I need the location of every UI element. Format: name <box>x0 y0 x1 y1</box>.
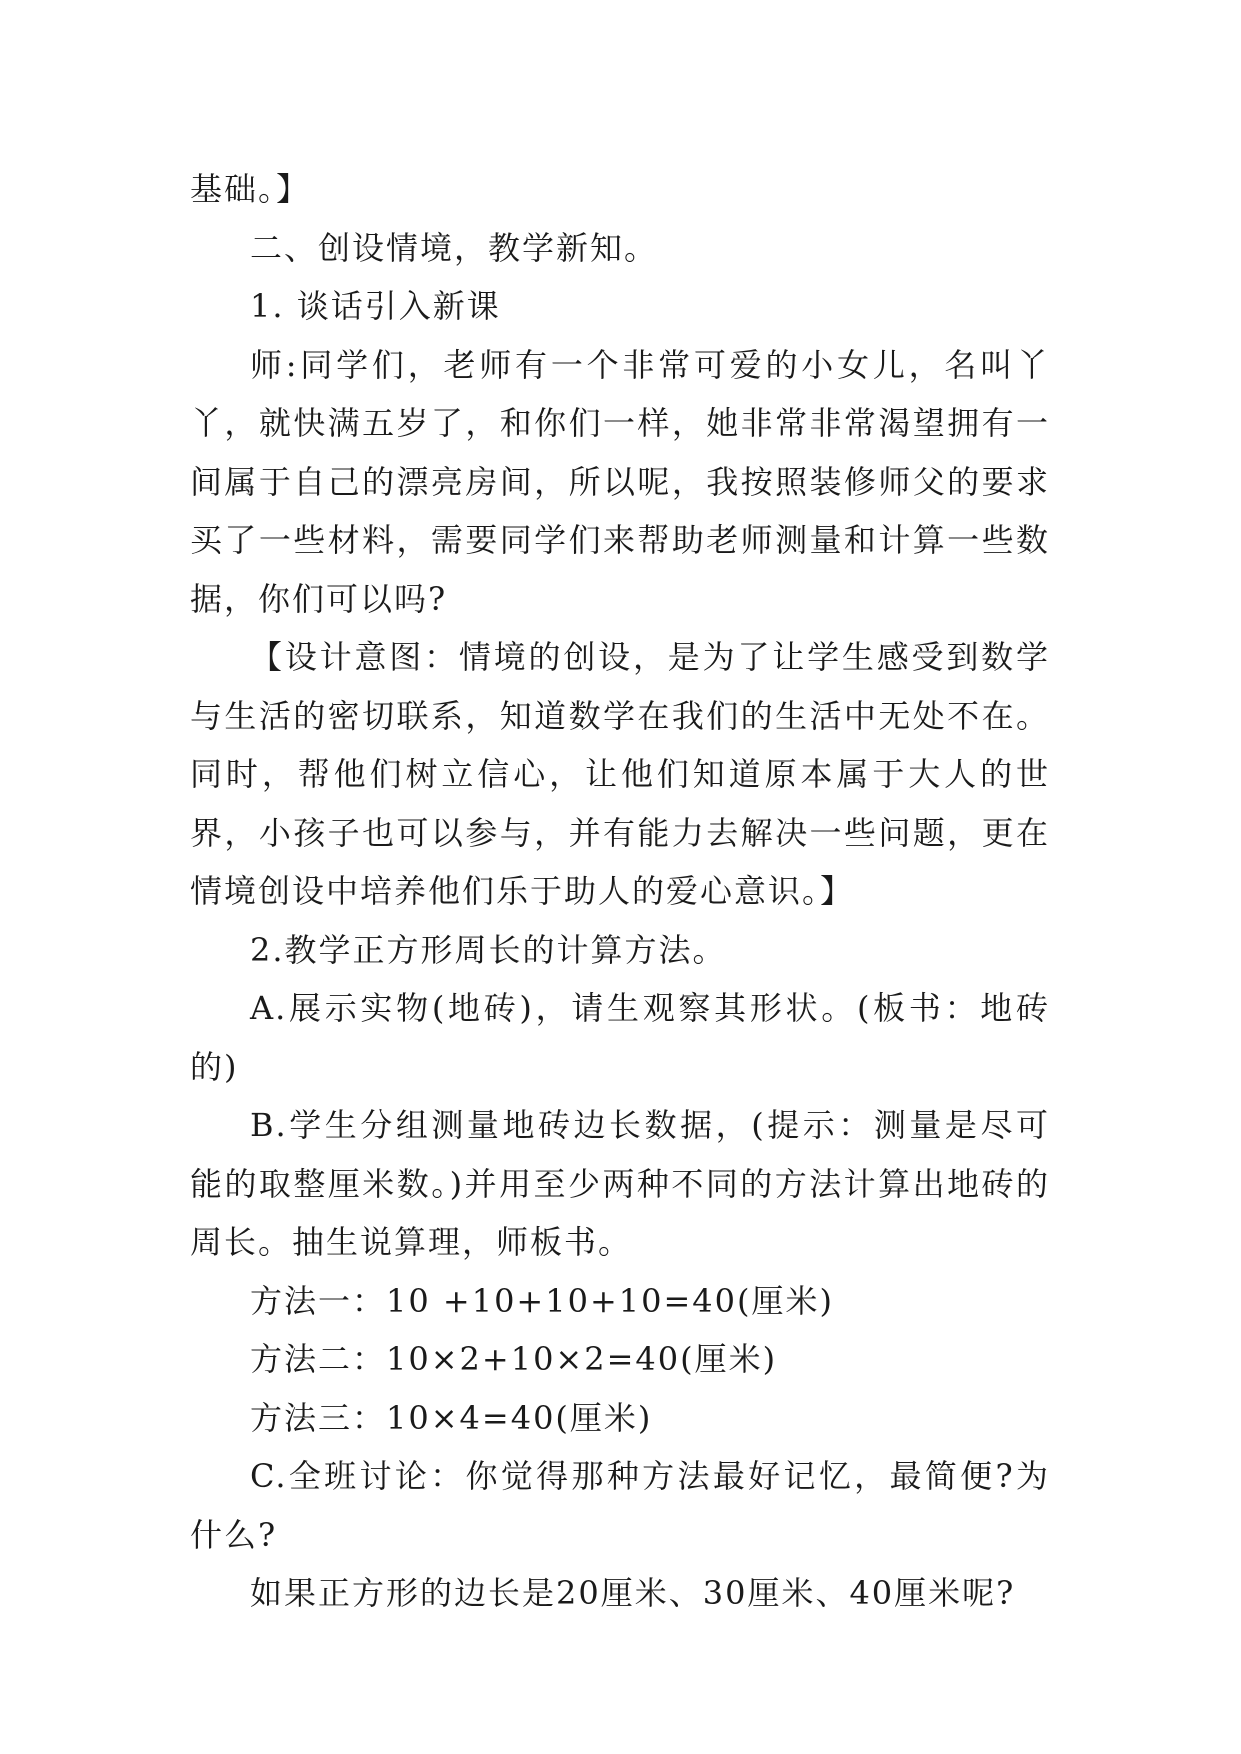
step-b-paragraph: B.学生分组测量地砖边长数据，(提示：测量是尽可能的取整厘米数。)并用至少两种不同的方法计算出地砖的周长。抽生说算理，师板书。 <box>190 1106 1050 1261</box>
method-two-line: 方法二：10×2+10×2=40(厘米) <box>250 1340 778 1378</box>
document-body <box>190 160 1050 1623</box>
step-a-paragraph: A.展示实物(地砖)，请生观察其形状。(板书：地砖的) <box>190 989 1050 1086</box>
method-three-line: 方法三：10×4=40(厘米) <box>250 1398 653 1437</box>
step-c-paragraph: C.全班讨论：你觉得那种方法最好记忆，最简便?为什么? <box>190 1457 1050 1554</box>
method-one-line: 方法一：10 +10+10+10=40(厘米) <box>250 1281 834 1320</box>
design-intent-paragraph: 【设计意图：情境的创设，是为了让学生感受到数学与生活的密切联系，知道数学在我们的生活中无处不在。同时，帮他们树立信心，让他们知道原本属于大人的世界，小孩子也可以参与，并有能力去解决一些问题，更在情境创设中培养他们乐于助人的爱心意识。】 <box>190 638 1050 910</box>
subsection-heading: 1. 谈话引入新课 <box>250 287 501 325</box>
teacher-dialogue-paragraph: 师:同学们，老师有一个非常可爱的小女儿，名叫丫丫，就快满五岁了，和你们一样，她非常非常渴望拥有一间属于自己的漂亮房间，所以呢，我按照装修师父的要求买了一些材料，需要同学们来帮助老师测量和计算一些数据，你们可以吗? <box>190 345 1050 618</box>
section-heading: 二、创设情境，教学新知。 <box>250 228 659 267</box>
followup-question-paragraph: 如果正方形的边长是20厘米、30厘米、40厘米呢? <box>250 1574 1016 1612</box>
subsection-heading: 2.教学正方形周长的计算方法。 <box>250 930 727 969</box>
paragraph-continuation: 基础。】 <box>190 170 311 208</box>
